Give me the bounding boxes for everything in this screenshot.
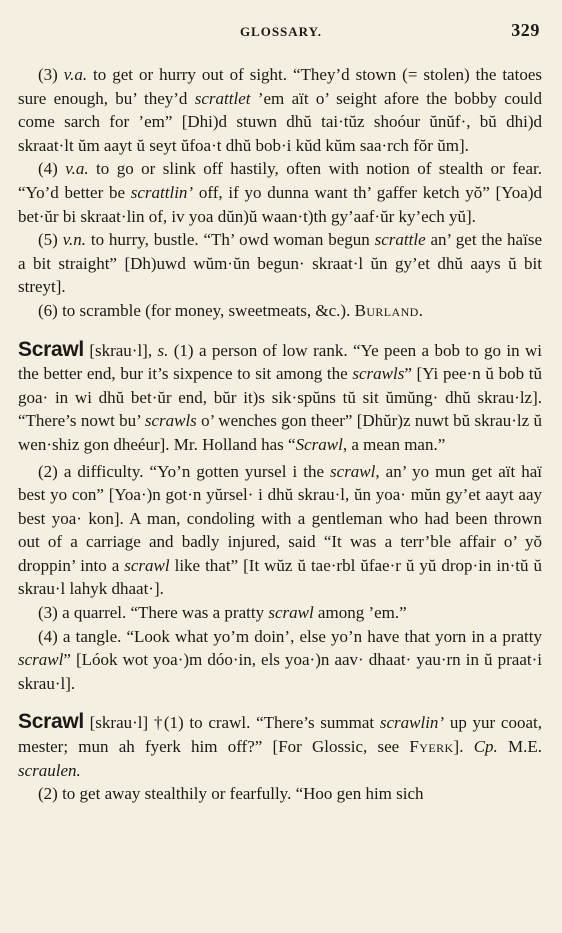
text-run: (1) a person of low rank. “Ye peen a bob to go in wi the better end, bur it’s sixpence to sit among the [18,340,542,384]
text-run: (3) a quarrel. “There was a pratty [38,603,269,623]
text-run: to get or hurry out of sight. “They’d stown (= stolen) the tatoes sure enough, bu’ they’d [18,65,542,108]
text-run: off, if yo dunna want th’ gaffer ketch yŏ” [Yoa)d bet·ŭr bi skraat·lin of, iv yoa dŭn)ŭ waan·t)th gy’aaf·ŭr ky’ech yŭ]. [18,182,542,226]
text-run: [skrau·l], [83,340,158,360]
sense-3-scrattle [18,63,542,157]
italic-term: v.n. [62,230,86,250]
entry-scrawl-noun [18,338,542,457]
italic-term: scrattle [374,230,426,250]
text-run: M.E. [497,737,542,757]
italic-term: Scrawl [295,434,343,454]
italic-term: scrawl [124,555,170,575]
italic-term: scrattlin’ [130,182,194,202]
text-run: (6) to scramble (for money, sweetmeats, &c.). [38,300,355,320]
italic-term: scrawls [352,364,405,384]
italic-term: scrattlet [194,88,251,108]
text-run: o’ wenches gon theer” [Dhŭr)z nuwt bŭ skrau·lz ŭ wen·shiz gon dheéur]. Mr. Holland has “ [18,411,542,454]
text-run: like that” [It wŭz ŭ tae·rbl ŭfae·r ŭ yŭ drop·in in·tŭ ŭ skrau·l lahyk dhaat·]. [18,555,543,599]
text-run: ” [Lóok wot yoa·)m dóo·in, els yoa·)n aav· dhaat· yau·rn in ŭ praat·i skrau·l]. [18,650,542,693]
text-run: (3) [38,65,64,84]
text-run: ” [Yi pee·n ŭ bob tŭ goa· in wi dhŭ bet·ŭr end, bŭr it)s sik·spŭns tŭ sit ŭmŭng· dhŭ skrau·lz]. “There’s nowt bu’ [18,364,542,431]
text-run: among ’em.” [313,603,407,623]
entry-scrawl-verb [18,710,542,782]
italic-term: v.a. [65,159,89,179]
headword: Scrawl [18,710,84,734]
sense-3-scrawl-noun [18,601,542,625]
text-run: , a mean man.” [342,434,446,454]
text-run: to go or slink off hastily, often with notion of stealth or fear. “Yo’d better be [18,159,542,202]
italic-term: scraulen. [18,760,81,780]
text-run: (2) to get away stealthily or fearfully. “Hoo gen him sich [38,784,424,804]
sense-2-scrawl-verb [18,782,542,806]
italic-term: s. [157,340,169,360]
sense-4-scrawl-noun [18,625,542,696]
running-title: GLOSSARY. [239,24,323,39]
text-run: [skrau·l] †(1) to crawl. “There’s summat [83,713,380,733]
headword: Scrawl [18,337,84,361]
text-run: to hurry, bustle. “Th’ owd woman begun [85,230,375,250]
sense-6-scrattle [18,299,542,323]
italic-term: scrawl [18,650,64,670]
small-caps-ref: Burland. [354,300,424,320]
italic-term: v.a. [63,65,88,84]
text-run: , an’ yo mun get aït haï best yo con” [Yoa·)n got·n yŭrsel· i dhŭ skrau·l, ŭn yoa· mŭn gy’et aayt aay best yoa· kon]. A man, condoling with a gentleman who had been thrown out of a carriage and badly injured, said “It was a terr’ble affair o’ yŏ droppin’ into a [18,461,543,575]
italic-term: Cp. [473,737,498,757]
text-run: (4) [38,159,66,179]
running-header [0,20,562,44]
glossary-text [18,63,542,806]
text-run: ’em aït o’ seight afore the bobby could come sarch for ’em” [Dhi)d stuwn dhŭ tai·tŭz shoóur ŭnŭf·, bŭ dhi)d skraat·lt ŭm aayt ŭ seyt ŭfoa·t dhŭ bob·i kŭd kŭm saa·rch fŏr ŭm]. [18,88,542,155]
text-run: ]. [453,737,474,757]
text-run: (5) [38,230,63,250]
italic-term: scrawlin’ [379,713,445,733]
italic-term: scrawl [330,461,376,481]
text-run: (2) a difficulty. “Yo’n gotten yursel i the [38,461,331,481]
small-caps-ref: Fyerk [409,737,454,757]
text-run: an’ get the haïse a bit straight” [Dh)uwd wŭm·ŭn begun· skraat·l ŭn gy’et dhŭ aays ŭ bit streyt]. [18,230,542,297]
sense-2-scrawl-noun [18,460,542,602]
sense-5-scrattle [18,228,542,299]
italic-term: scrawl [268,603,314,623]
italic-term: scrawls [144,411,197,431]
text-run: (4) a tangle. “Look what yo’m doin’, else yo’n have that yorn in a pratty [38,626,542,646]
sense-4-scrattle [18,157,542,228]
text-run: up yur cooat, mester; mun ah fyerk him off?” [For Glossic, see [18,713,542,757]
page-number: 329 [511,20,540,40]
